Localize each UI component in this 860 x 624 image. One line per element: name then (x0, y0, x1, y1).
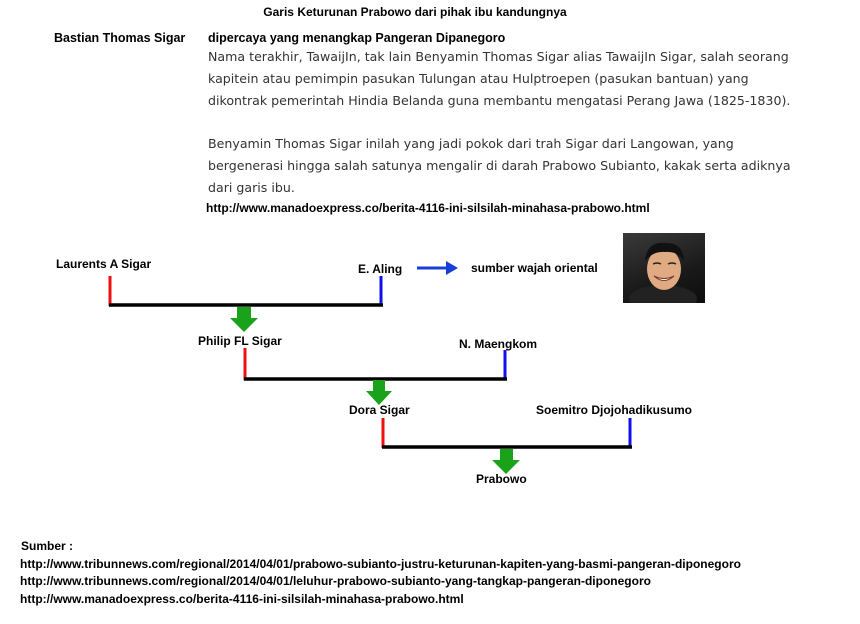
paragraph-line: Nama terakhir, TawaijIn, tak lain Benyamin Thomas Sigar alias TawaijIn Sigar, salah seorang (208, 49, 789, 64)
source-link[interactable]: http://www.manadoexpress.co/berita-4116-ini-silsilah-minahasa-prabowo.html (20, 592, 464, 606)
gen2-child-name: Philip FL Sigar (198, 334, 282, 348)
page-title: Garis Keturunan Prabowo dari pihak ibu kandungnya (263, 5, 567, 19)
portrait-photo (623, 233, 705, 303)
gen1-mother-name: E. Aling (358, 262, 403, 276)
portrait-face-icon (623, 233, 705, 303)
source-link[interactable]: http://www.tribunnews.com/regional/2014/04/01/prabowo-subianto-justru-keturunan-kapiten-yang-basmi-pangeran-diponegoro (20, 557, 741, 571)
gen1-father-name: Laurents A Sigar (56, 257, 152, 271)
paragraph-line: bergenerasi hingga salah satunya mengalir di darah Prabowo Subianto, kakak serta adiknya (208, 158, 791, 173)
gen2-spouse-name: N. Maengkom (459, 337, 538, 351)
oriental-pointer-head (446, 261, 458, 275)
paragraph-line: Benyamin Thomas Sigar inilah yang jadi pokok dari trah Sigar dari Langowan, yang (208, 136, 734, 151)
gen3-descent-arrow (492, 449, 520, 474)
gen3-spouse-name: Soemitro Djojohadikusumo (536, 403, 693, 417)
gen4-child-name: Prabowo (476, 472, 527, 486)
paragraph-line: dikontrak pemerintah Hindia Belanda guna membantu mengatasi Perang Jawa (1825-1830). (208, 93, 791, 108)
paragraph-line: dari garis ibu. (208, 180, 295, 195)
gen2-descent-arrow (366, 380, 392, 405)
gen1-descent-arrow (230, 307, 258, 332)
subject-note: dipercaya yang menangkap Pangeran Dipanegoro (208, 31, 506, 45)
subject-name: Bastian Thomas Sigar (54, 31, 186, 45)
sources-label: Sumber : (21, 539, 74, 553)
gen3-child-name: Dora Sigar (349, 403, 410, 417)
oriental-note: sumber wajah oriental (471, 261, 598, 275)
intro-link[interactable]: http://www.manadoexpress.co/berita-4116-ini-silsilah-minahasa-prabowo.html (206, 201, 650, 215)
source-link[interactable]: http://www.tribunnews.com/regional/2014/04/01/leluhur-prabowo-subianto-yang-tangkap-pangeran-diponegoro (20, 574, 651, 588)
paragraph-line: kapitein atau pemimpin pasukan Tulungan atau Hulptroepen (pasukan bantuan) yang (208, 71, 749, 86)
